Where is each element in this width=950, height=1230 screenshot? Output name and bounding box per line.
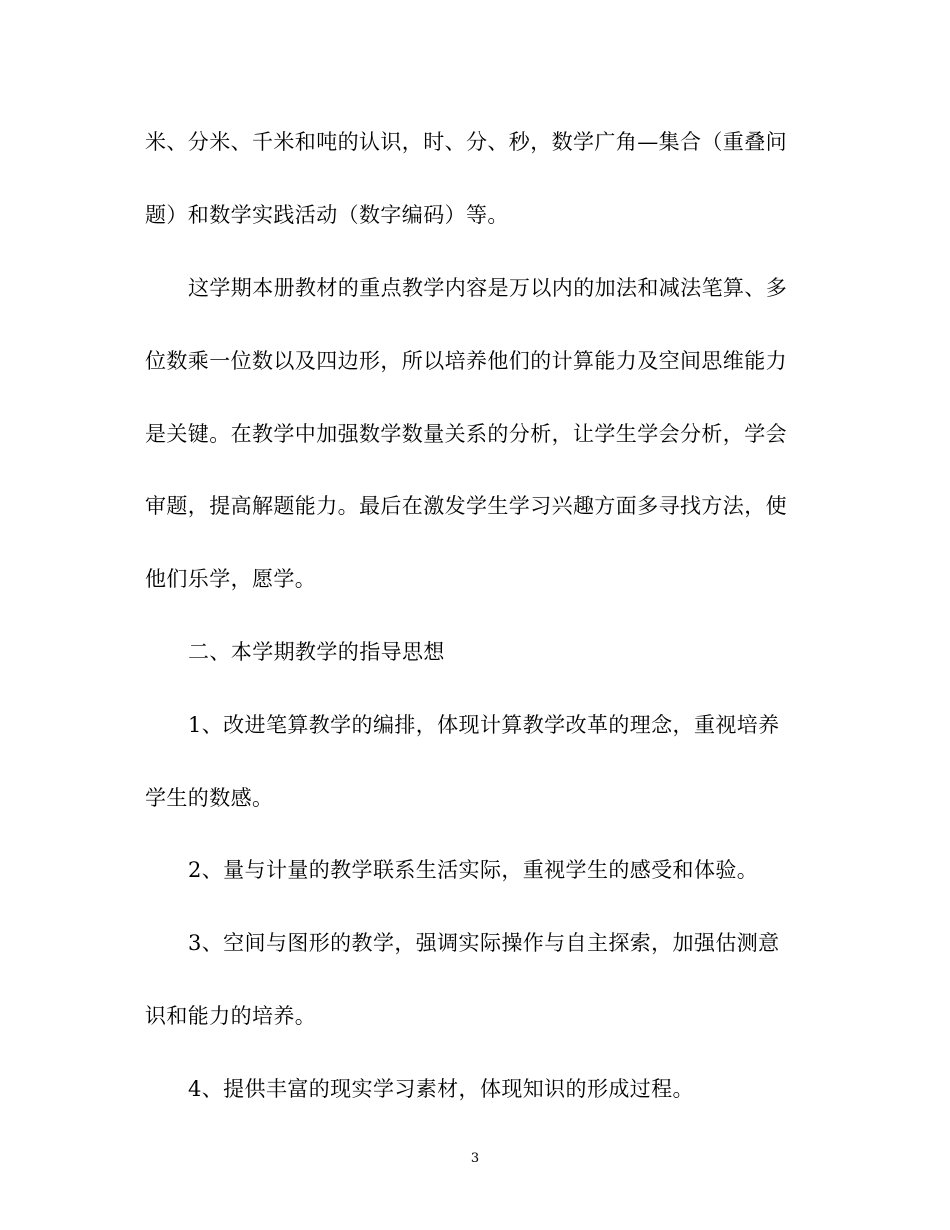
text-line: 是关键。在教学中加强数学数量关系的分析，让学生学会分析，学会 — [145, 422, 787, 446]
paragraph-first-line: 这学期本册教材的重点教学内容是万以内的加法和减法笔算、多 — [188, 276, 788, 300]
list-item-1: 1、改进笔算教学的编排，体现计算教学改革的理念，重视培养 — [188, 713, 780, 737]
text-line: 米、分米、千米和吨的认识，时、分、秒，数学广角—集合（重叠问 — [145, 130, 787, 154]
list-item-2: 2、量与计量的教学联系生活实际，重视学生的感受和体验。 — [188, 858, 759, 882]
page-number: 3 — [470, 1151, 480, 1166]
text-line: 位数乘一位数以及四边形，所以培养他们的计算能力及空间思维能力 — [145, 349, 787, 373]
text-line: 他们乐学，愿学。 — [145, 567, 317, 591]
text-line: 审题，提高解题能力。最后在激发学生学习兴趣方面多寻找方法，使 — [145, 494, 787, 518]
list-item-4: 4、提供丰富的现实学习素材，体现知识的形成过程。 — [188, 1077, 694, 1101]
section-heading: 二、本学期教学的指导思想 — [188, 640, 445, 664]
text-line: 识和能力的培养。 — [145, 1004, 317, 1028]
text-line: 题）和数学实践活动（数字编码）等。 — [145, 203, 509, 227]
text-line: 学生的数感。 — [145, 786, 274, 810]
list-item-3: 3、空间与图形的教学，强调实际操作与自主探索，加强估测意 — [188, 931, 780, 955]
